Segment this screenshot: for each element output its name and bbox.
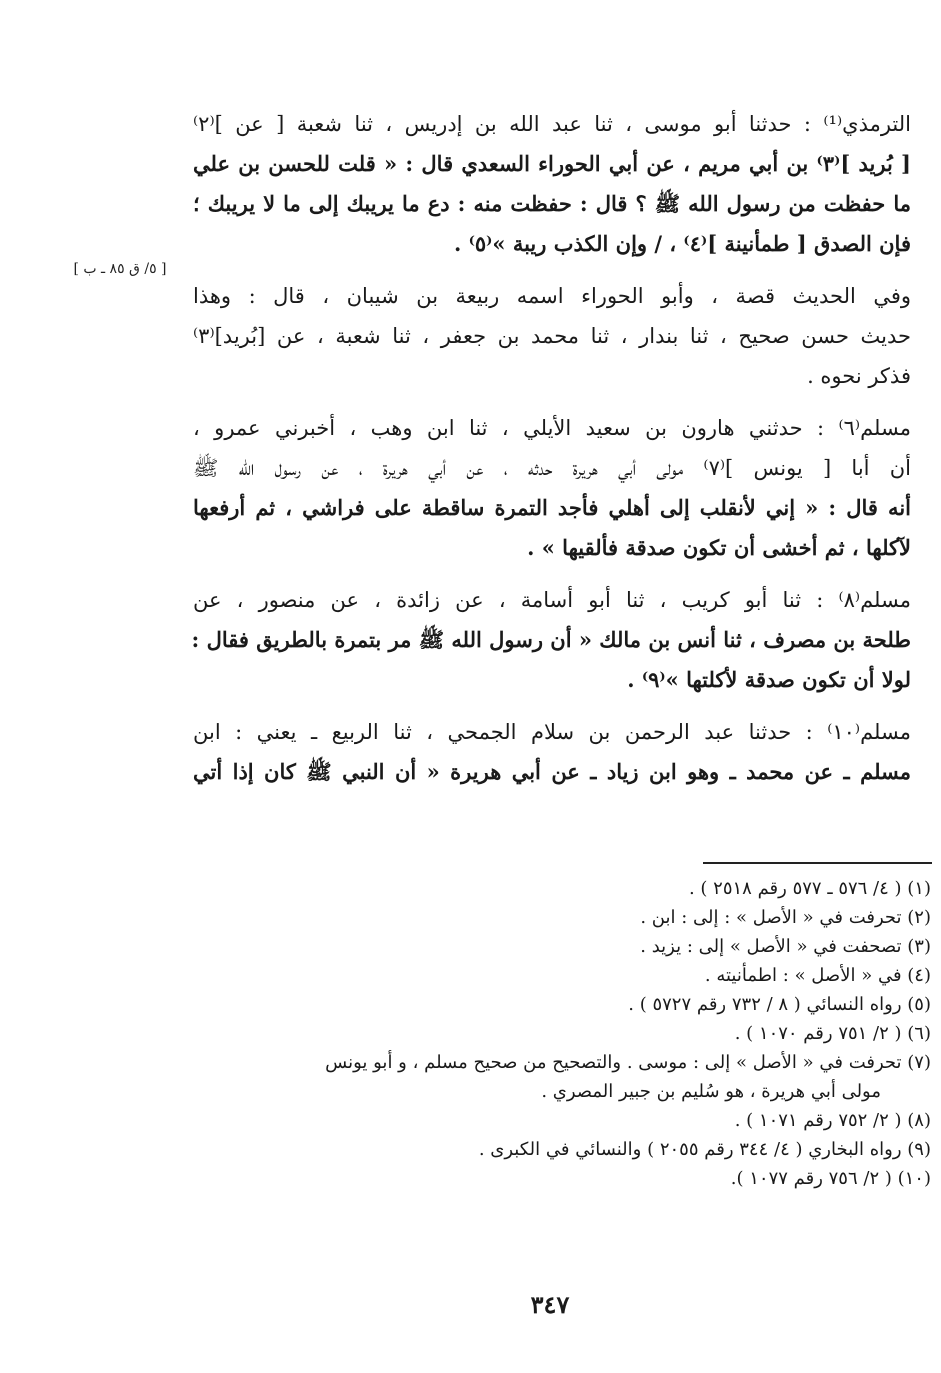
- text-line: فإن الصدق [ طمأنينة ]⁽٤⁾ ، / وإن الكذب ريبة »⁽٥⁾ .: [453, 231, 911, 256]
- footnote: (١) ( ٤/ ٥٧٦ ـ ٥٧٧ رقم ٢٥١٨ ) .: [688, 878, 931, 899]
- paragraph-muslim-3: [193, 712, 931, 792]
- text-line: فذكر نحوه .: [807, 364, 911, 388]
- page-number: ٣٤٧: [530, 1290, 570, 1319]
- text-line: الترمذي⁽¹⁾ : حدثنا أبو موسى ، ثنا عبد الله بن إدريس ، ثنا شعبة [ عن ]⁽٢⁾: [193, 112, 911, 136]
- footnote: (٢) تحرفت في « الأصل » : إلى : ابن .: [640, 907, 931, 928]
- footnotes-section: [193, 874, 931, 1193]
- footnote: (٨) ( ٢/ ٧٥٢ رقم ١٠٧١ ) .: [734, 1110, 931, 1131]
- paragraph-tirmidhi: [193, 104, 931, 264]
- footnote: (٧) تحرفت في « الأصل » إلى : موسى . والتصحيح من صحيح مسلم ، و أبو يونس: [325, 1052, 931, 1073]
- text-line: مسلم⁽٨⁾ : ثنا أبو كريب ، ثنا أبو أسامة ، عن زائدة ، عن منصور ، عن: [193, 588, 911, 612]
- text-line: أنه قال : « إني لأنقلب إلى أهلي فأجد التمرة ساقطة على فراشي ، ثم أرفعها: [193, 495, 911, 520]
- text-line: أن أبا [ يونس ]⁽٧⁾ مولى أبي هريرة حدثه ، عن أبي هريرة ، عن رسول الله ﷺ: [193, 456, 911, 480]
- footnote-separator: [703, 862, 932, 864]
- footnote: (٤) في « الأصل » : اطمأنيته .: [704, 965, 931, 986]
- text-line: [ بُريد ]⁽٣⁾ بن أبي مريم ، عن أبي الحوراء السعدي قال : « قلت للحسن بن علي: [193, 151, 911, 176]
- text-line: حديث حسن صحيح ، ثنا بندار ، ثنا محمد بن جعفر ، ثنا شعبة ، عن [بُريد]⁽٣⁾: [193, 324, 911, 348]
- text-line: مسلم⁽٦⁾ : حدثني هارون بن سعيد الأيلي ، ثنا ابن وهب ، أخبرني عمرو ،: [193, 416, 911, 440]
- footnote: (٩) رواه البخاري ( ٤/ ٣٤٤ رقم ٢٠٥٥ ) والنسائي في الكبرى .: [478, 1139, 931, 1160]
- paragraph-hadith-note: [193, 276, 931, 396]
- text-line: مسلم⁽١٠⁾ : حدثنا عبد الرحمن بن سلام الجمحي ، ثنا الربيع ـ يعني : ابن: [193, 720, 911, 744]
- text-line: وفي الحديث قصة ، وأبو الحوراء اسمه ربيعة بن شيبان ، قال : وهذا: [193, 284, 911, 308]
- margin-folio-note: [ ٥/ ق ٨٥ ـ ب ]: [73, 261, 167, 277]
- footnote-continuation: مولى أبي هريرة ، هو سُليم بن جبير المصري .: [541, 1081, 881, 1102]
- text-line: مسلم ـ عن محمد ـ وهو ابن زياد ـ عن أبي هريرة « أن النبي ﷺ كان إذا أتي: [193, 759, 911, 784]
- text-line: لولا أن تكون صدقة لأكلتها »⁽٩⁾ .: [627, 667, 911, 692]
- footnote: (١٠) ( ٢/ ٧٥٦ رقم ١٠٧٧ ).: [730, 1168, 931, 1189]
- paragraph-muslim-2: [193, 580, 931, 700]
- text-line: طلحة بن مصرف ، ثنا أنس بن مالك « أن رسول الله ﷺ مر بتمرة بالطريق فقال :: [191, 627, 911, 652]
- footnote: (٦) ( ٢/ ٧٥١ رقم ١٠٧٠ ) .: [734, 1023, 931, 1044]
- text-line: لآكلها ، ثم أخشى أن تكون صدقة فألقيها » .: [527, 535, 911, 560]
- footnote: (٣) تصحفت في « الأصل » إلى : يزيد .: [640, 936, 931, 957]
- paragraph-muslim-1: [193, 408, 931, 568]
- main-text-body: [193, 104, 931, 804]
- footnote: (٥) رواه النسائي ( ٨ / ٧٣٢ رقم ٥٧٢٧ ) .: [628, 994, 931, 1015]
- text-line: ما حفظت من رسول الله ﷺ ؟ قال : حفظت منه : دع ما يريبك إلى ما لا يريبك ؛: [193, 191, 911, 216]
